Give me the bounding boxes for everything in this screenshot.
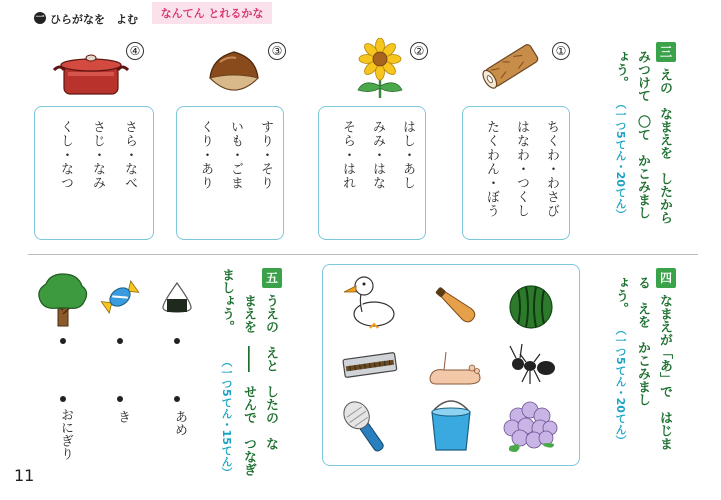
flower-icon [352,38,408,100]
section4-instruction-line2: る えを かこみまし [635,276,650,406]
item4-option-3[interactable]: くし・なつ [58,120,73,190]
section5-instruction-line2: まえを ―― せんで つなぎ [241,294,256,476]
foot-icon[interactable] [424,348,484,388]
section3-badge: 三 [656,42,676,62]
header-title: ひらがなを よむ [50,13,138,26]
section4-points: （一つ5てん・20てん） [614,324,627,446]
item3-option-3[interactable]: くり・あり [198,120,213,190]
section5-instruction-line1: うえの えと したの な [263,294,278,450]
page-number: 11 [14,466,35,485]
item1-number: ① [552,42,570,60]
candy-icon [100,280,140,314]
item2-number: ② [410,42,428,60]
item4-option-2[interactable]: さじ・なみ [90,120,105,190]
section3-instruction-line1: えの なまえを したから [657,68,672,224]
brush-icon[interactable] [342,398,390,456]
bucket-icon[interactable] [426,396,476,454]
word-ki: き [115,410,130,423]
bat-icon[interactable] [430,280,482,330]
chestnut-icon [206,48,262,94]
header-tab: なんてん とれるかな [152,2,272,24]
ame-dot[interactable] [174,396,180,402]
section3-points: （一つ5てん・20てん） [614,98,627,220]
item1-option-2[interactable]: はなわ・つくし [514,120,529,218]
rice-ball-dot[interactable] [174,338,180,344]
section3-instruction-line2: みつけて 〇て かこみまし [635,50,650,219]
watermelon-icon[interactable] [506,282,556,332]
hydrangea-icon[interactable] [500,398,560,454]
harmonica-icon[interactable] [340,346,400,386]
rice-ball-icon [158,280,196,314]
ki-dot[interactable] [117,396,123,402]
section5-badge: 五 [262,268,282,288]
item3-option-2[interactable]: いも・ごま [228,120,243,190]
section5-instruction-line3: ましょう。 [219,268,234,333]
item3-number: ③ [268,42,286,60]
pot-icon [50,50,132,98]
chikuwa-icon [478,40,544,92]
section4-badge: 四 [656,268,676,288]
item2-option-3[interactable]: そら・はれ [340,120,355,190]
tree-icon [34,270,92,328]
item3-option-1[interactable]: すり・そり [258,120,273,190]
item2-option-2[interactable]: みみ・はな [370,120,385,190]
candy-dot[interactable] [117,338,123,344]
item4-number: ④ [126,42,144,60]
section4-instruction-line1: なまえが「あ」で はじま [657,294,672,450]
ant-icon[interactable] [504,340,558,388]
section-divider [28,254,698,255]
item4-option-1[interactable]: さら・なべ [122,120,137,190]
section4-instruction-line3: ょう。 [613,276,628,315]
duck-icon[interactable] [340,272,400,330]
tree-dot[interactable] [60,338,66,344]
item2-option-1[interactable]: はし・あし [400,120,415,190]
item1-option-1[interactable]: ちくわ・わさび [544,120,559,218]
section3-instruction-line3: ょう。 [613,50,628,89]
item1-option-3[interactable]: たくわん・ぼう [484,120,499,218]
section5-points: （一つ5てん・15てん） [220,356,233,478]
header-badge: 一 [35,13,45,23]
word-ame: あめ [172,410,187,436]
onigiri-dot[interactable] [60,396,66,402]
word-onigiri: おにぎり [58,408,73,460]
